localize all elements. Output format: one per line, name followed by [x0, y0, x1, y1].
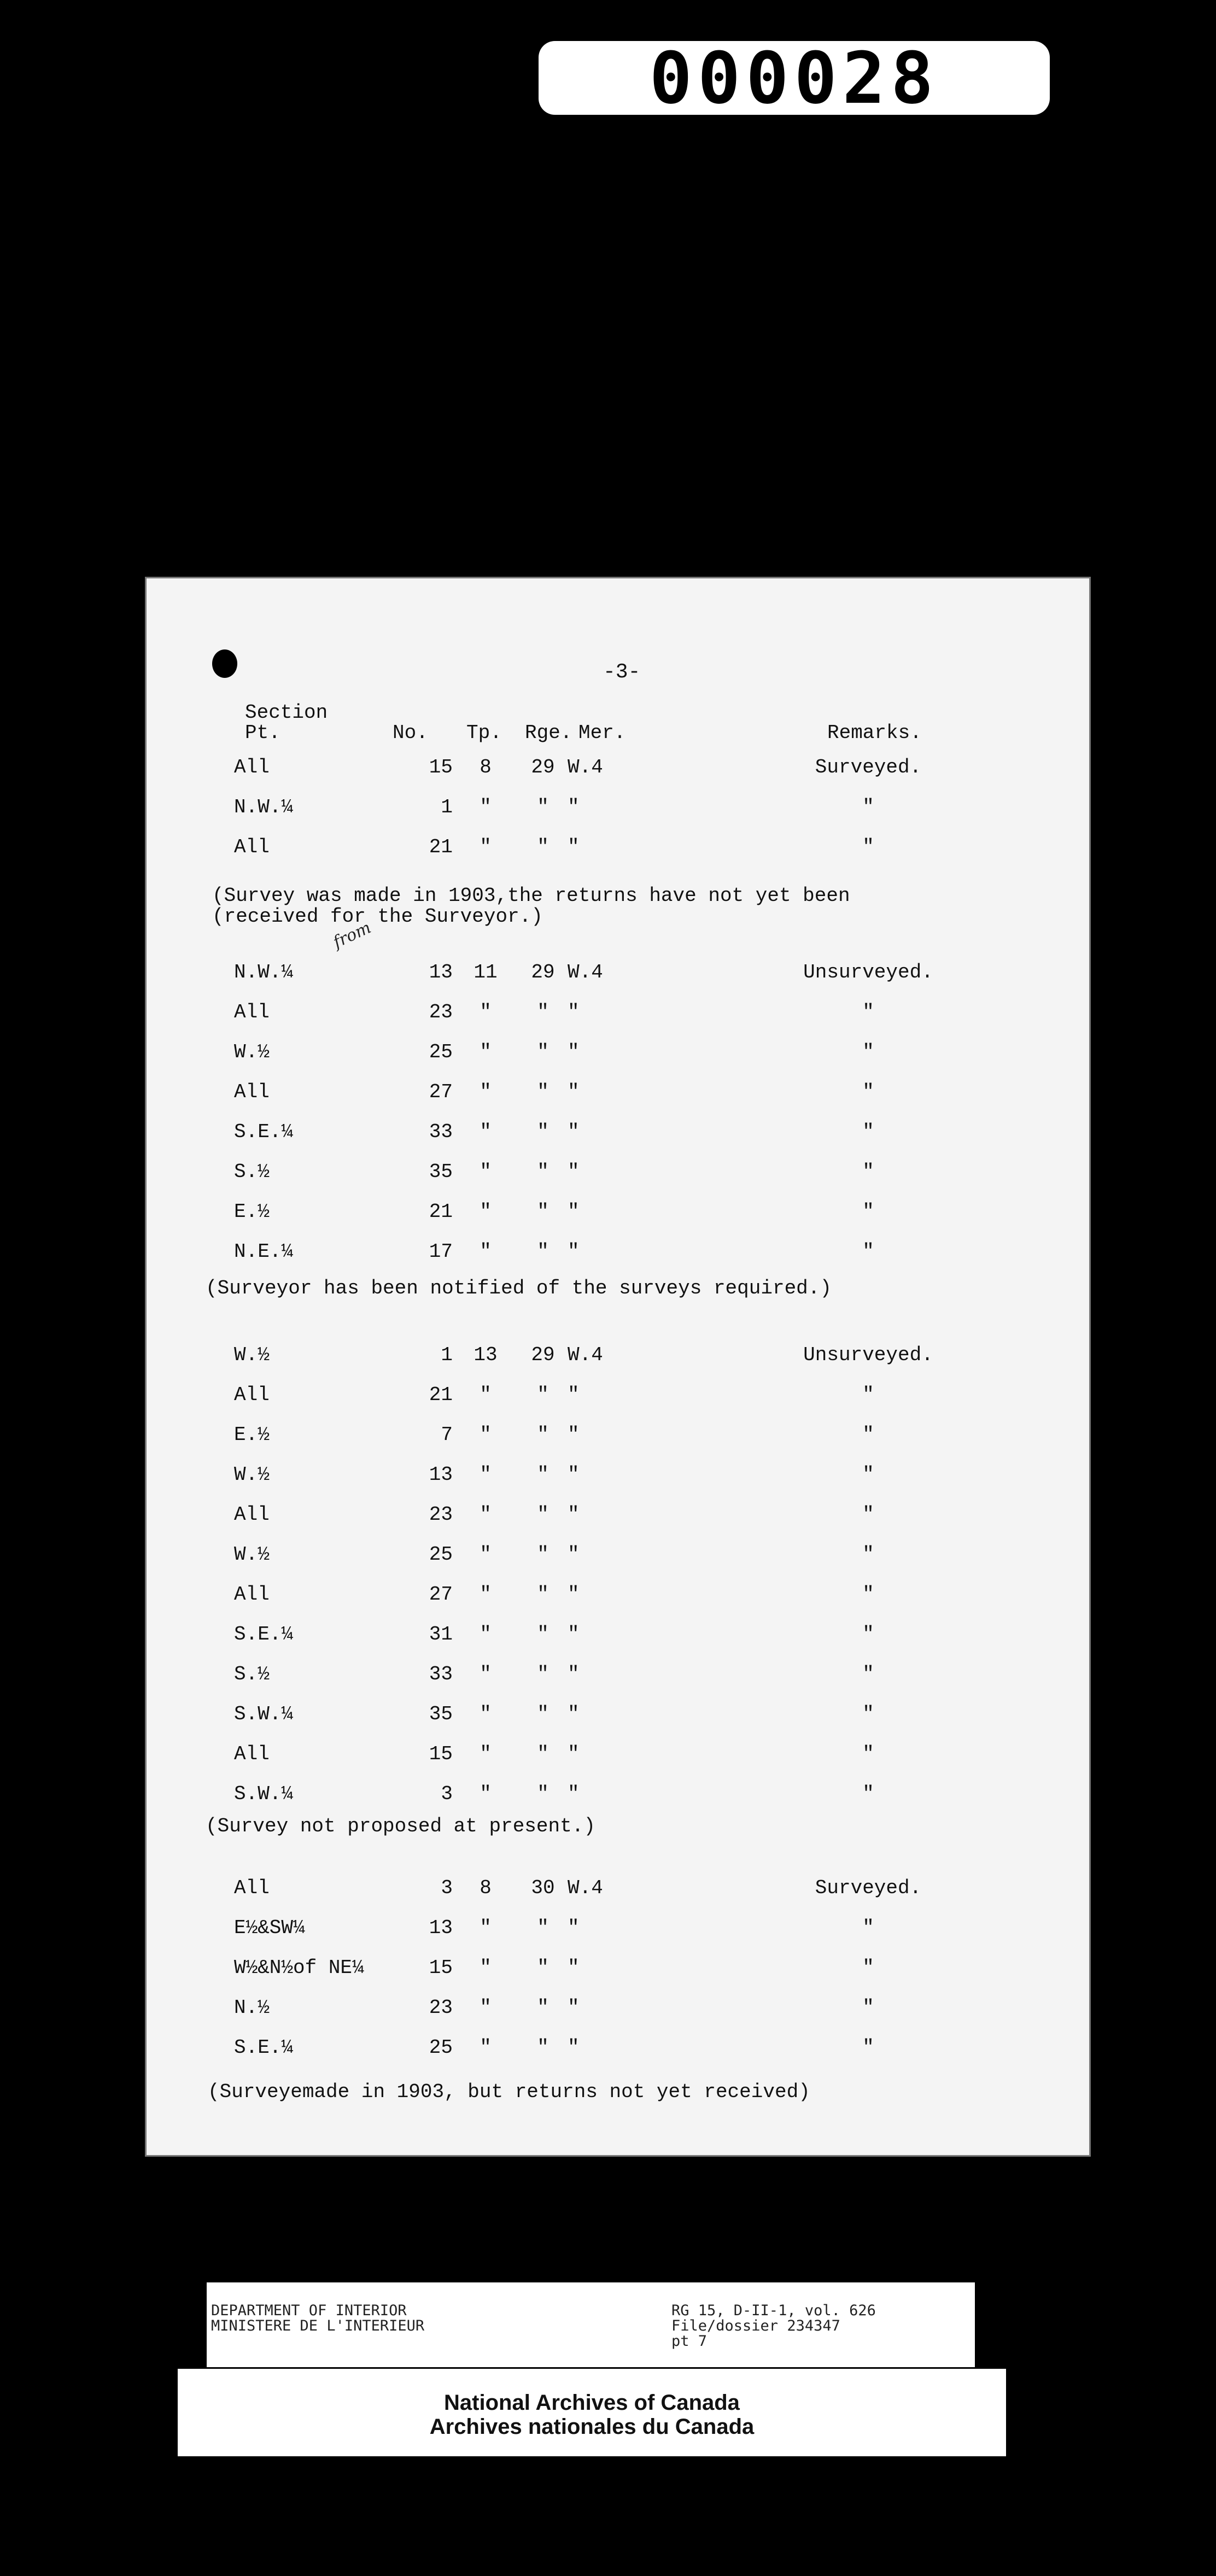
cell-tp: " — [480, 1463, 492, 1486]
cell-no: 25 — [429, 2036, 453, 2059]
table-row — [147, 756, 1089, 783]
cell-no: 21 — [429, 1201, 453, 1223]
cell-mer: " — [568, 1623, 580, 1646]
cell-rge: " — [537, 1384, 549, 1406]
cell-tp: " — [480, 1543, 492, 1566]
cell-no: 35 — [429, 1161, 453, 1183]
cell-remarks: Unsurveyed. — [803, 961, 933, 983]
cell-remarks: " — [862, 1384, 874, 1406]
table-row — [147, 1743, 1089, 1770]
cell-mer: " — [568, 1081, 580, 1103]
cell-mer: " — [568, 1424, 580, 1446]
cell-mer: " — [568, 1041, 580, 1063]
cell-tp: " — [480, 1240, 492, 1263]
cell-tp: 11 — [473, 961, 498, 983]
cell-no: 7 — [441, 1424, 453, 1446]
cell-rge: " — [537, 2036, 549, 2059]
header-rge: Rge. — [525, 722, 572, 744]
cell-mer: " — [568, 1743, 580, 1765]
handwritten-annotation: from — [330, 918, 374, 952]
cell-no: 23 — [429, 1001, 453, 1023]
cell-mer: " — [568, 1384, 580, 1406]
header-no: No. — [393, 722, 428, 744]
cell-no: 1 — [441, 1344, 453, 1366]
cell-rge: 29 — [531, 961, 555, 983]
archive-name-label — [178, 2369, 1006, 2456]
cell-remarks: " — [862, 1503, 874, 1526]
department-english: DEPARTMENT OF INTERIOR — [211, 2302, 407, 2319]
cell-mer: " — [568, 1161, 580, 1183]
cell-tp: " — [480, 1121, 492, 1143]
cell-rge: " — [537, 1201, 549, 1223]
table-row — [147, 1583, 1089, 1611]
cell-remarks: " — [862, 1743, 874, 1765]
cell-rge: 30 — [531, 1877, 555, 1899]
cell-remarks: " — [862, 836, 874, 858]
cell-remarks: " — [862, 1957, 874, 1979]
cell-rge: " — [537, 1424, 549, 1446]
cell-remarks: " — [862, 2036, 874, 2059]
cell-mer: " — [568, 1543, 580, 1566]
table-row — [147, 1201, 1089, 1228]
cell-no: 25 — [429, 1041, 453, 1063]
table-row — [147, 1463, 1089, 1491]
note-3: (Survey not proposed at present.) — [206, 1815, 595, 1837]
cell-pt: W.½ — [234, 1463, 270, 1486]
table-row — [147, 1703, 1089, 1730]
cell-tp: " — [480, 1201, 492, 1223]
cell-mer: " — [568, 2036, 580, 2059]
cell-rge: " — [537, 1583, 549, 1606]
cell-tp: " — [480, 1384, 492, 1406]
archive-name-french: Archives nationales du Canada — [429, 2415, 755, 2439]
cell-remarks: " — [862, 1583, 874, 1606]
cell-remarks: " — [862, 1463, 874, 1486]
cell-remarks: " — [862, 1081, 874, 1103]
cell-no: 13 — [429, 961, 453, 983]
cell-tp: " — [480, 1663, 492, 1685]
cell-pt: All — [234, 1743, 270, 1765]
cell-pt: S.W.¼ — [234, 1703, 294, 1725]
cell-no: 23 — [429, 1503, 453, 1526]
header-section-line2: Pt. — [245, 722, 280, 744]
cell-mer: " — [568, 1503, 580, 1526]
table-row — [147, 1783, 1089, 1810]
cell-remarks: " — [862, 1543, 874, 1566]
cell-tp: " — [480, 1997, 492, 2019]
cell-tp: 8 — [480, 1877, 492, 1899]
cell-tp: " — [480, 1583, 492, 1606]
cell-remarks: " — [862, 1623, 874, 1646]
page-number: -3- — [603, 660, 641, 684]
cell-rge: " — [537, 1997, 549, 2019]
cell-mer: " — [568, 1463, 580, 1486]
reference-line-2: File/dossier 234347 — [671, 2317, 840, 2334]
cell-remarks: " — [862, 1240, 874, 1263]
cell-tp: " — [480, 1917, 492, 1939]
cell-no: 3 — [441, 1783, 453, 1805]
cell-no: 15 — [429, 756, 453, 778]
cell-tp: 13 — [473, 1344, 498, 1366]
cell-no: 23 — [429, 1997, 453, 2019]
cell-tp: " — [480, 1957, 492, 1979]
table-row — [147, 1424, 1089, 1451]
cell-rge: " — [537, 1503, 549, 1526]
cell-remarks: " — [862, 1663, 874, 1685]
cell-tp: " — [480, 1623, 492, 1646]
cell-pt: All — [234, 1583, 270, 1606]
cell-tp: " — [480, 1503, 492, 1526]
cell-no: 15 — [429, 1957, 453, 1979]
cell-no: 13 — [429, 1917, 453, 1939]
cell-tp: " — [480, 796, 492, 818]
note-4: (Surveyemade in 1903, but returns not yet received) — [208, 2081, 810, 2103]
cell-tp: " — [480, 1424, 492, 1446]
cell-rge: " — [537, 1957, 549, 1979]
cell-mer: " — [568, 1917, 580, 1939]
cell-mer: W.4 — [568, 1344, 603, 1366]
cell-remarks: " — [862, 1917, 874, 1939]
cell-rge: " — [537, 836, 549, 858]
cell-pt: S.E.¼ — [234, 2036, 294, 2059]
cell-pt: All — [234, 1384, 270, 1406]
cell-rge: 29 — [531, 1344, 555, 1366]
cell-no: 27 — [429, 1081, 453, 1103]
cell-pt: S.½ — [234, 1161, 270, 1183]
cell-remarks: Surveyed. — [815, 1877, 922, 1899]
cell-mer: " — [568, 1121, 580, 1143]
cell-remarks: " — [862, 1161, 874, 1183]
archive-reference-label — [207, 2282, 975, 2367]
cell-pt: All — [234, 1503, 270, 1526]
cell-remarks: " — [862, 1041, 874, 1063]
table-row — [147, 1623, 1089, 1650]
cell-tp: " — [480, 1081, 492, 1103]
note-1-line-2: (received for the Surveyor.) — [212, 905, 543, 928]
cell-mer: " — [568, 1783, 580, 1805]
header-section-line1: Section — [245, 701, 328, 724]
cell-no: 33 — [429, 1121, 453, 1143]
cell-no: 25 — [429, 1543, 453, 1566]
cell-no: 31 — [429, 1623, 453, 1646]
cell-pt: W.½ — [234, 1543, 270, 1566]
table-row — [147, 1997, 1089, 2024]
header-tp: Tp. — [466, 722, 502, 744]
cell-rge: " — [537, 1121, 549, 1143]
cell-pt: All — [234, 1001, 270, 1023]
cell-mer: " — [568, 1957, 580, 1979]
cell-rge: 29 — [531, 756, 555, 778]
cell-pt: All — [234, 756, 270, 778]
table-row — [147, 2036, 1089, 2064]
cell-remarks: " — [862, 796, 874, 818]
cell-rge: " — [537, 1703, 549, 1725]
cell-no: 33 — [429, 1663, 453, 1685]
cell-mer: " — [568, 1583, 580, 1606]
cell-rge: " — [537, 1001, 549, 1023]
cell-tp: " — [480, 1743, 492, 1765]
cell-mer: " — [568, 1663, 580, 1685]
cell-mer: " — [568, 1997, 580, 2019]
cell-rge: " — [537, 1161, 549, 1183]
cell-no: 15 — [429, 1743, 453, 1765]
cell-tp: " — [480, 1783, 492, 1805]
cell-rge: " — [537, 1543, 549, 1566]
cell-remarks: " — [862, 1424, 874, 1446]
table-row — [147, 1503, 1089, 1531]
cell-no: 21 — [429, 1384, 453, 1406]
table-row — [147, 1917, 1089, 1944]
cell-remarks: " — [862, 1703, 874, 1725]
cell-tp: " — [480, 1703, 492, 1725]
cell-tp: " — [480, 1041, 492, 1063]
cell-remarks: Surveyed. — [815, 756, 922, 778]
table-row — [147, 1121, 1089, 1148]
table-row — [147, 1240, 1089, 1268]
cell-no: 35 — [429, 1703, 453, 1725]
department-french: MINISTERE DE L'INTERIEUR — [211, 2317, 425, 2334]
note-1-line-1: (Survey was made in 1903,the returns have not yet been — [212, 885, 850, 907]
document-page — [145, 577, 1091, 2157]
table-row — [147, 1543, 1089, 1571]
cell-rge: " — [537, 1743, 549, 1765]
cell-remarks: " — [862, 1001, 874, 1023]
cell-pt: W.½ — [234, 1344, 270, 1366]
cell-mer: " — [568, 1001, 580, 1023]
table-row — [147, 1877, 1089, 1904]
reference-line-3: pt 7 — [671, 2333, 708, 2350]
cell-tp: " — [480, 836, 492, 858]
cell-mer: W.4 — [568, 1877, 603, 1899]
cell-pt: E½&SW¼ — [234, 1917, 305, 1939]
cell-tp: " — [480, 2036, 492, 2059]
cell-pt: N.W.¼ — [234, 796, 294, 818]
note-2: (Surveyor has been notified of the surveys required.) — [206, 1277, 832, 1299]
cell-pt: S.W.¼ — [234, 1783, 294, 1805]
cell-remarks: " — [862, 1201, 874, 1223]
cell-pt: E.½ — [234, 1424, 270, 1446]
cell-pt: All — [234, 836, 270, 858]
cell-tp: 8 — [480, 756, 492, 778]
table-row — [147, 1384, 1089, 1411]
cell-rge: " — [537, 1463, 549, 1486]
cell-rge: " — [537, 1041, 549, 1063]
header-mer: Mer. — [578, 722, 626, 744]
cell-no: 21 — [429, 836, 453, 858]
header-remarks: Remarks. — [827, 722, 922, 744]
table-row — [147, 796, 1089, 823]
cell-remarks: " — [862, 1783, 874, 1805]
cell-remarks: " — [862, 1997, 874, 2019]
cell-pt: S.E.¼ — [234, 1623, 294, 1646]
reference-line-1: RG 15, D-II-1, vol. 626 — [671, 2302, 876, 2319]
table-row — [147, 836, 1089, 863]
table-row — [147, 1001, 1089, 1028]
cell-no: 17 — [429, 1240, 453, 1263]
cell-pt: W½&N½of NE¼ — [234, 1957, 364, 1979]
cell-pt: E.½ — [234, 1201, 270, 1223]
cell-rge: " — [537, 796, 549, 818]
cell-pt: S.E.¼ — [234, 1121, 294, 1143]
cell-rge: " — [537, 1783, 549, 1805]
frame-number: 000028 — [539, 41, 1050, 115]
cell-remarks: Unsurveyed. — [803, 1344, 933, 1366]
cell-rge: " — [537, 1917, 549, 1939]
cell-no: 27 — [429, 1583, 453, 1606]
cell-mer: W.4 — [568, 961, 603, 983]
cell-rge: " — [537, 1623, 549, 1646]
table-row — [147, 1957, 1089, 1984]
cell-remarks: " — [862, 1121, 874, 1143]
table-row — [147, 1161, 1089, 1188]
table-row — [147, 1081, 1089, 1108]
cell-pt: All — [234, 1081, 270, 1103]
cell-tp: " — [480, 1161, 492, 1183]
cell-mer: " — [568, 796, 580, 818]
cell-pt: All — [234, 1877, 270, 1899]
cell-pt: N.W.¼ — [234, 961, 294, 983]
cell-rge: " — [537, 1663, 549, 1685]
cell-pt: S.½ — [234, 1663, 270, 1685]
punch-hole — [212, 649, 237, 678]
cell-rge: " — [537, 1081, 549, 1103]
cell-no: 13 — [429, 1463, 453, 1486]
cell-no: 3 — [441, 1877, 453, 1899]
cell-mer: " — [568, 836, 580, 858]
table-row — [147, 1041, 1089, 1068]
cell-no: 1 — [441, 796, 453, 818]
table-row — [147, 1663, 1089, 1690]
cell-pt: N.½ — [234, 1997, 270, 2019]
cell-pt: W.½ — [234, 1041, 270, 1063]
cell-mer: " — [568, 1240, 580, 1263]
cell-tp: " — [480, 1001, 492, 1023]
cell-rge: " — [537, 1240, 549, 1263]
cell-mer: W.4 — [568, 756, 603, 778]
cell-pt: N.E.¼ — [234, 1240, 294, 1263]
table-row — [147, 1344, 1089, 1371]
cell-mer: " — [568, 1201, 580, 1223]
archive-name-english: National Archives of Canada — [444, 2391, 740, 2415]
table-row — [147, 961, 1089, 988]
cell-mer: " — [568, 1703, 580, 1725]
